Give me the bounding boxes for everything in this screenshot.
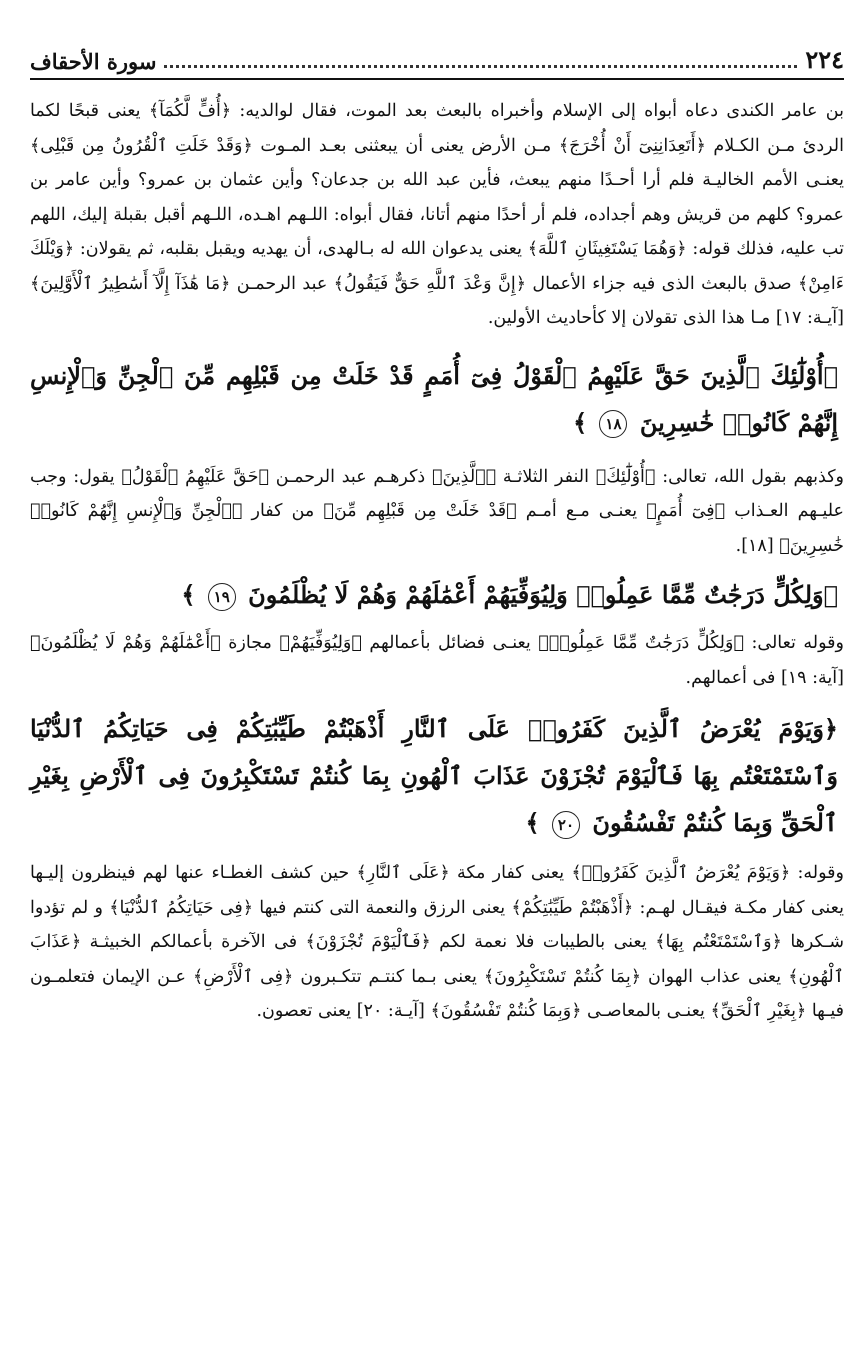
surah-title: سورة الأحقاف [30, 49, 157, 74]
commentary-paragraph-3: وقوله تعالى: ﴿وَلِكُلٍّ دَرَجَٰتٌ مِّمَّا عَمِلُوا۟﴾ يعنـى فضائل بأعمالهم ﴿وَلِيُوَفِّيَهُمْ﴾ مجازة ﴿أَعْمَٰلَهُمْ وَهُمْ لَا يُظْلَمُونَ﴾ [آية: ١٩] فى أعمالهم. [30, 633, 844, 688]
commentary-paragraph-1: بن عامر الكندى دعاه أبواه إلى الإسلام وأخبراه بالبعث بعد الموت، فقال لوالديه: ﴿أُفٍّ لَّكُمَآ﴾ يعنى قبحًا لكما الردئ مـن الكـلام ﴿أَتَعِدَانِنِىٓ أَنْ أُخْرَجَ﴾ مـن الأرض يعنى أن يبعثنى بعـد المـوت ﴿وَقَدْ خَلَتِ ٱلْقُرُونُ مِن قَبْلِى﴾ يعنـى الأمم الخاليـة فلم أرا أحـدًا منهم يبعث، فأين عبد الله بن جدعان؟ وأين عثمان بن عمرو؟ وأين عامر بن عمرو؟ كلهم من قريش وهم أجداده، فلم أر أحدًا منهم أتانا، فقال أبواه: اللـهم اهـده، اللـهم أقبل بقبلة إليك، اللهم تب عليه، فذلك قوله: ﴿وَهُمَا يَسْتَغِيثَانِ ٱللَّهَ﴾ يعنى يدعوان الله له بـالهدى، أن يهديه ويقبل بقلبه، ثم يقولان: ﴿وَيْلَكَ ءَامِنْ﴾ صدق بالبعث الذى فيه جزاء الأعمال ﴿إِنَّ وَعْدَ ٱللَّهِ حَقٌّ فَيَقُولُ﴾ عبد الرحمـن ﴿مَا هَٰذَآ إِلَّآ أَسَٰطِيرُ ٱلْأَوَّلِينَ﴾ [آيـة: ١٧] مـا هذا الذى تقولان إلا كأحاديث الأولين. [30, 101, 844, 328]
quran-verse-19 [30, 571, 844, 618]
verse-close-bracket: ﴾ [181, 580, 196, 609]
verse-text: ﴿وَلِكُلٍّ دَرَجَٰتٌ مِّمَّا عَمِلُوا۟ وَلِيُوَفِّيَهُمْ أَعْمَٰلَهُمْ وَهُمْ لَا يُظْلَمُونَ [248, 580, 838, 609]
page-header [30, 38, 844, 80]
verse-close-bracket: ﴾ [525, 808, 540, 837]
verse-text: ﴿أُوْلَٰٓئِكَ ٱلَّذِينَ حَقَّ عَلَيْهِمُ ٱلْقَوْلُ فِىٓ أُمَمٍ قَدْ خَلَتْ مِن قَبْلِهِم مِّنَ ٱلْجِنِّ وَٱلْإِنسِ إِنَّهُمْ كَانُوا۟ خَٰسِرِينَ [30, 360, 838, 437]
page-number: ٢٢٤ [805, 45, 844, 74]
verse-close-bracket: ﴾ [573, 407, 588, 437]
verse-number-medallion: ٢٠ [552, 811, 580, 839]
commentary-paragraph-4: وقوله: ﴿وَيَوْمَ يُعْرَضُ ٱلَّذِينَ كَفَرُوا۟﴾ يعنى كفار مكة ﴿عَلَى ٱلنَّارِ﴾ حين كشف الغطـاء عنها لهم فينظرون إليـها يعنى كفار مكـة فيقـال لهـم: ﴿أَذْهَبْتُمْ طَيِّبَٰتِكُمْ﴾ يعنى الرزق والنعمة التى كنتم فيها ﴿فِى حَيَاتِكُمُ ٱلدُّنْيَا﴾ و لم تؤدوا شـكرها ﴿وَٱسْتَمْتَعْتُم بِهَا﴾ يعنى بالطيبات فلا نعمة لكم ﴿فَٱلْيَوْمَ تُجْزَوْنَ﴾ فى الآخرة بأعمالكم الخبيثـة ﴿عَذَابَ ٱلْهُونِ﴾ يعنى عذاب الهوان ﴿بِمَا كُنتُمْ تَسْتَكْبِرُونَ﴾ يعنى بـما كنتـم تتكـبرون ﴿فِى ٱلْأَرْضِ﴾ عـن الإيمان فتعلمـون فيـها ﴿بِغَيْرِ ٱلْحَقِّ﴾ يعنـى بالمعاصـى ﴿وَبِمَا كُنتُمْ تَفْسُقُونَ﴾ [آيـة: ٢٠] يعنى تعصون. [30, 863, 844, 1021]
quran-verse-20 [30, 705, 844, 846]
verse-number-medallion: ١٩ [208, 583, 236, 611]
page [30, 38, 844, 1029]
commentary-paragraph-2: وكذبهم بقول الله، تعالى: ﴿أُوْلَٰٓئِكَ﴾ النفر الثلاثـة ﴿ٱلَّذِينَ﴾ ذكرهـم عبد الرحمـن ﴿حَقَّ عَلَيْهِمُ ٱلْقَوْلُ﴾ يقول: وجب عليـهم العـذاب ﴿فِىٓ أُمَمٍ﴾ يعنـى مـع أمـم ﴿قَدْ خَلَتْ مِن قَبْلِهِم مِّنَ﴾ من كفار ﴿ٱلْجِنِّ وَٱلْإِنسِ إِنَّهُمْ كَانُوا۟ خَٰسِرِينَ﴾ [١٨]. [30, 466, 844, 556]
verse-text: ﴿وَيَوْمَ يُعْرَضُ ٱلَّذِينَ كَفَرُوا۟ عَلَى ٱلنَّارِ أَذْهَبْتُمْ طَيِّبَٰتِكُمْ فِى حَيَاتِكُمُ ٱلدُّنْيَا وَٱسْتَمْتَعْتُم بِهَا فَٱلْيَوْمَ تُجْزَوْنَ عَذَابَ ٱلْهُونِ بِمَا كُنتُمْ تَسْتَكْبِرُونَ فِى ٱلْأَرْضِ بِغَيْرِ ٱلْحَقِّ وَبِمَا كُنتُمْ تَفْسُقُونَ [30, 714, 838, 837]
header-dot-leader [164, 65, 797, 68]
quran-verse-18 [30, 352, 844, 446]
verse-number-medallion: ١٨ [599, 410, 627, 438]
